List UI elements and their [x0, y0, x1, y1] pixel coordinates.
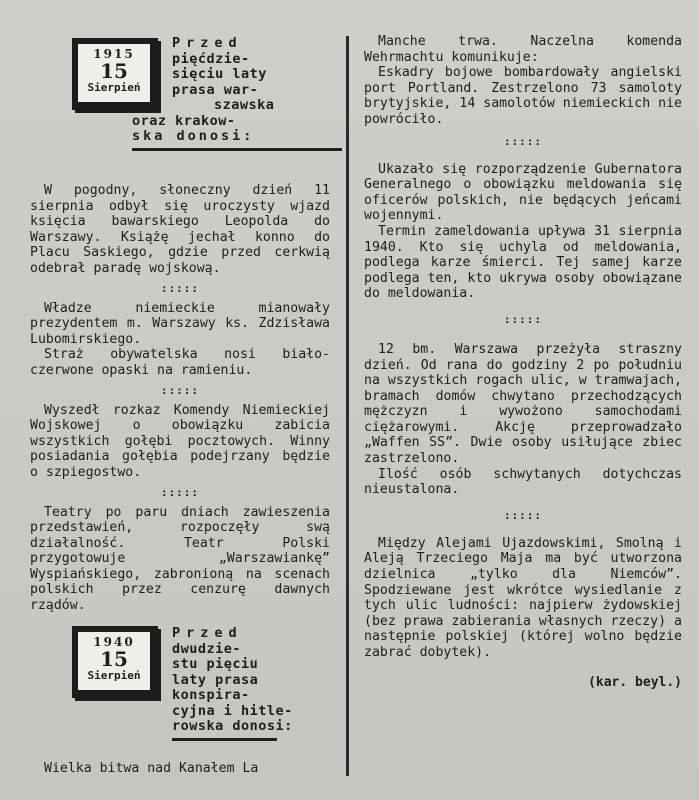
headline-line: sięciu laty — [172, 66, 267, 82]
headline-line: laty prasa — [172, 671, 259, 688]
article-paragraph: W pogodny, słoneczny dzień 11 sierpnia odbył się uroczysty wjazd księcia bawarskiego Leopolda do Warszawy. Książę jechał konno do Placu Saskiego, gdzie przed cerkwią odebrał paradę wojskową. — [30, 183, 330, 276]
headline-line: konspira- — [172, 687, 250, 703]
date-day: 15 — [100, 59, 128, 83]
headline-line: rowska donosi: — [172, 718, 293, 734]
left-column-1940 — [30, 761, 330, 777]
separator: ::::: — [160, 485, 200, 499]
separator: ::::: — [503, 312, 543, 326]
article-paragraph: Ukazało się rozporządzenie Gubernatora Generalnego o obowiązku meldowania się oficerów polskich, nie będących jeńcami wojennymi. — [364, 161, 682, 224]
headline-line: ska donosi: — [132, 128, 255, 144]
date-box-1940 — [72, 626, 158, 698]
separator: ::::: — [503, 134, 543, 148]
headline-1915 — [132, 35, 347, 151]
separator: ::::: — [160, 383, 200, 397]
headline-line: cyjna i hitle- — [172, 702, 293, 719]
date-day: 15 — [100, 647, 128, 671]
headline-line: oraz krakow- — [132, 112, 236, 129]
article-paragraph: Między Alejami Ujazdowskimi, Smolną i Aleją Trzeciego Maja ma być utworzona dzielnica „tylko dla Niemców”. Spodziewane jest wkrótce wysiedlanie z tych ulic ludności: najpierw żydowskiej (bez prawa zabierania własnych rzeczy) a następnie polskiej (której wolno będzie zabrać dobytek). — [364, 535, 682, 660]
article-paragraph: Teatry po paru dniach zawieszenia przedstawień, rozpoczęły swą działalność. Teatr Polski przygotowuje „Warszawiankę” Wyspiańskiego, zabronioną na scenach polskich przez cenzurę dawnych rządów. — [30, 504, 330, 614]
date-month: Sierpień — [87, 81, 141, 94]
left-column-1915 — [30, 183, 330, 614]
article-paragraph: Eskadry bojowe bombardowały angielski port Portland. Zestrzelono 73 samoloty brytyjskie, 14 samolotów niemieckich nie powróciło. — [364, 65, 682, 127]
date-year: 1915 — [93, 47, 135, 61]
article-paragraph: Straż obywatelska nosi biało-czerwone opaski na ramieniu. — [30, 347, 330, 378]
author-credit: (kar. beyl.) — [588, 674, 682, 690]
date-year: 1940 — [93, 635, 135, 649]
article-paragraph: Termin zameldowania upływa 31 sierpnia 1940. Kto się uchyla od meldowania, podlega karze śmierci. Tej samej karze podlega ten, kto ukrywa osoby obowiązane do meldowania. — [364, 223, 682, 302]
headline-rule — [172, 738, 277, 741]
article-paragraph: Manche trwa. Naczelna komenda Wehrmachtu komunikuje: — [364, 34, 682, 65]
date-month: Sierpień — [87, 669, 141, 682]
headline-line: Przed — [172, 625, 243, 641]
article-paragraph: 12 bm. Warszawa przeżyła straszny dzień. Od rana do godziny 2 po południu na wszystkich rogach ulic, w tramwajach, bramach domów chwytano przechodzących mężczyzn i wywożono samochodami ciężarowymi. Akcję przeprowadzało „Waffen SS”. Dwie osoby usiłujące zbiec zastrzelono. — [364, 341, 682, 467]
right-column — [364, 34, 682, 690]
headline-line: Przed — [172, 35, 243, 51]
article-paragraph: Ilość osób schwytanych dotychczas nieustalona. — [364, 466, 682, 498]
headline-line: szawska — [214, 97, 275, 113]
headline-line: dwudzie- — [172, 640, 242, 657]
headline-line: stu pięciu — [172, 656, 259, 672]
article-paragraph: Wielka bitwa nad Kanałem La — [44, 761, 259, 776]
headline-line: pięćdzie- — [172, 50, 250, 67]
article-paragraph: Wyszedł rozkaz Komendy Niemieckiej Wojskowej o obowiązku zabicia wszystkich gołębi pocztowych. Winny posiadania gołębia podejrzany będzie o szpiegostwo. — [30, 402, 330, 480]
separator: ::::: — [160, 281, 200, 295]
headline-rule — [132, 148, 342, 151]
date-box-1915 — [72, 38, 158, 110]
headline-1940 — [172, 626, 347, 741]
headline-line: prasa war- — [172, 81, 259, 98]
separator: ::::: — [503, 508, 543, 522]
article-paragraph: Władze niemieckie mianowały prezydentem m. Warszawy ks. Zdzisława Lubomirskiego. — [30, 300, 330, 347]
